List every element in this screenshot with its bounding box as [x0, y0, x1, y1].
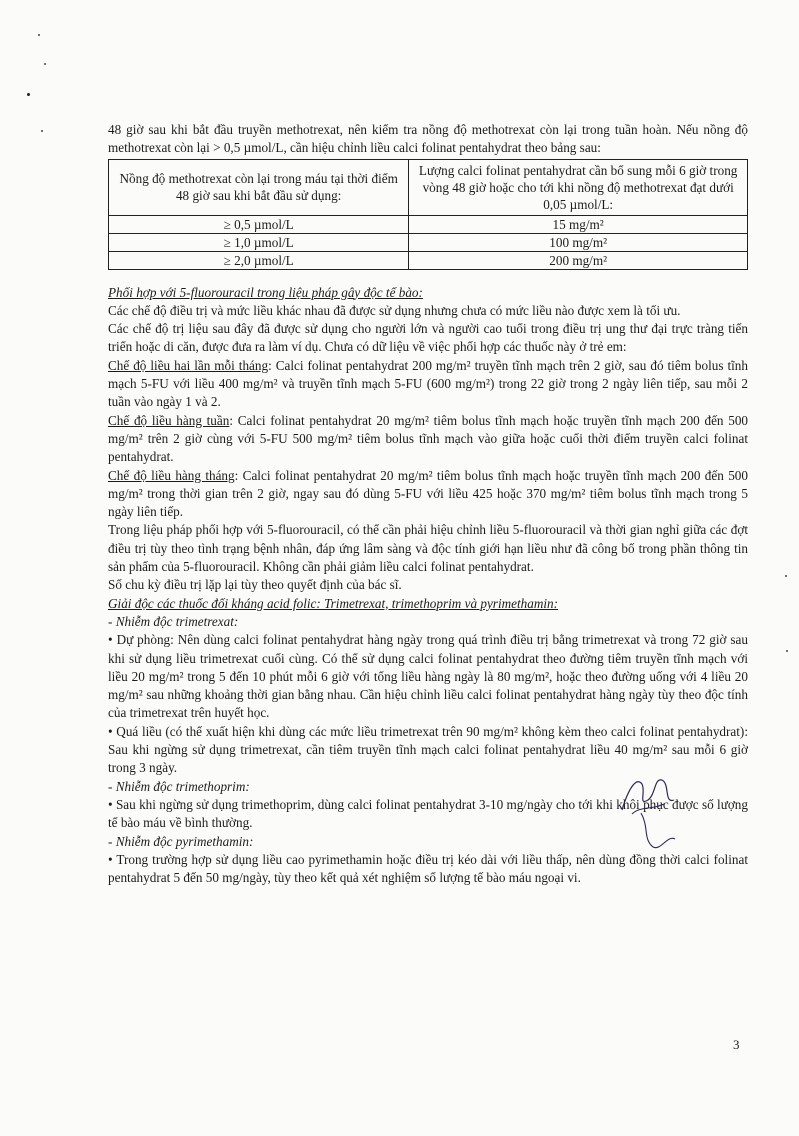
table-row — [109, 215, 748, 233]
scan-speck — [41, 130, 43, 132]
paragraph: Trong liệu pháp phối hợp với 5-fluorouracil, có thể cần phải hiệu chỉnh liều 5-fluorouracil và thời gian nghỉ giữa các đợt điều trị tùy theo tình trạng bệnh nhân, đáp ứng lâm sàng và độc tính giới hạn liều như đã công bố trong phần thông tin sản phẩm của 5-fluorouracil. Không cần phải giảm liều calci folinat pentahydrat. — [108, 522, 748, 575]
bullet-overdose: • Quá liều (có thể xuất hiện khi dùng các mức liều trimetrexat trên 90 mg/m² không kèm theo calci folinat pentahydrat): Sau khi ngừng sử dụng trimetrexat, cần tiêm truyền tĩnh mạch calci folinat pentahydrat liều 40 mg/m² sau mỗi 6 giờ trong 3 ngày. — [108, 723, 748, 776]
header-concentration: Nồng độ methotrexat còn lại trong máu tại thời điểm 48 giờ sau khi bắt đầu sử dụng: — [109, 159, 409, 215]
scan-speck — [785, 575, 787, 577]
paragraph: Số chu kỳ điều trị lặp lại tùy theo quyết định của bác sĩ. — [108, 577, 402, 593]
paragraph: Các chế độ điều trị và mức liều khác nhau đã được sử dụng nhưng chưa có mức liều nào được xem là tối ưu. — [108, 302, 681, 318]
cell-concentration: ≥ 1,0 µmol/L — [109, 233, 409, 251]
table-row — [109, 233, 748, 251]
cell-concentration: ≥ 0,5 µmol/L — [109, 215, 409, 233]
section-heading-antidote — [108, 595, 748, 613]
paragraph: Các chế độ trị liệu sau đây đã được sử dụng cho người lớn và người cao tuổi trong điều trị ung thư đại trực tràng tiến triển hoặc di căn, được đưa ra làm ví dụ. Chưa có dữ liệu về việc phối hợp các thuốc này ở trẻ em: — [108, 321, 748, 355]
table-row — [109, 251, 748, 269]
header-dose: Lượng calci folinat pentahydrat cần bổ sung mỗi 6 giờ trong vòng 48 giờ hoặc cho tới khi nồng độ methotrexat đạt dưới 0,05 µmol/L: — [409, 159, 748, 215]
cell-dose: 15 mg/m² — [409, 215, 748, 233]
regimen-label: Chế độ liều hàng tuần — [108, 412, 230, 428]
bullet-trimethoprim: • Sau khi ngừng sử dụng trimethoprim, dùng calci folinat pentahydrat 3-10 mg/ngày cho tới khi khôi phục được số lượng tế bào máu về bình thường. — [108, 796, 748, 831]
cell-concentration: ≥ 2,0 µmol/L — [109, 251, 409, 269]
scan-speck — [38, 34, 40, 36]
intro-paragraph: 48 giờ sau khi bắt đầu truyền methotrexat, nên kiểm tra nồng độ methotrexat còn lại trong tuần hoàn. Nếu nồng độ methotrexat còn lại > 0,5 µmol/L, cần hiệu chỉnh liều calci folinat pentahydrat theo bảng sau: — [108, 122, 748, 156]
scan-speck — [44, 63, 46, 65]
table-header-row — [109, 159, 748, 215]
regimen-biweekly — [108, 357, 748, 412]
bullet-pyrimethamin: • Trong trường hợp sử dụng liều cao pyrimethamin hoặc điều trị kéo dài với liều thấp, nên dùng đồng thời calci folinat pentahydrat 5 đến 50 mg/ngày, tùy theo kết quả xét nghiệm số lượng tế bào máu ngoại vi. — [108, 851, 748, 886]
subheading-trimetrexat: - Nhiễm độc trimetrexat: — [108, 613, 239, 629]
regimen-monthly — [108, 467, 748, 522]
subheading-trimethoprim: - Nhiễm độc trimethoprim: — [108, 778, 250, 794]
regimen-label: Chế độ liều hai lần mỗi tháng — [108, 357, 269, 373]
regimen-text: : Calci folinat pentahydrat 20 mg/m² tiêm bolus tĩnh mạch hoặc truyền tĩnh mạch 200 đến 500 mg/m² trong thời gian trên 2 giờ, ngay sau đó dùng 5-FU với liều 425 hoặc 370 mg/m² tiêm bolus tĩnh mạch trong 5 ngày liên tiếp. — [108, 467, 748, 520]
handwritten-signature — [635, 809, 685, 854]
cell-dose: 200 mg/m² — [409, 251, 748, 269]
bullet-prevention: • Dự phòng: Nên dùng calci folinat pentahydrat hàng ngày trong quá trình điều trị bằng trimetrexat và trong 72 giờ sau khi sử dụng liều trimetrexat cuối cùng. Có thể sử dụng calci folinat pentahydrat theo đường tiêm truyền tĩnh mạch với liều 20 mg/m² trong 5 đến 10 phút mỗi 6 giờ với tổng liều hàng ngày là 80 mg/m², hoặc theo đường uống với 4 liều 20 mg/m² sau những khoảng thời gian bằng nhau. Cần hiệu chỉnh liều calci folinat pentahydrat hàng ngày tùy theo độc tính của trimetrexat trên huyết học. — [108, 632, 748, 721]
section-heading-5fu — [108, 284, 748, 302]
regimen-label: Chế độ liều hàng tháng — [108, 467, 235, 483]
dose-adjustment-table — [108, 159, 748, 270]
scan-speck — [27, 93, 30, 96]
scan-speck — [786, 650, 788, 652]
regimen-text: : Calci folinat pentahydrat 20 mg/m² tiêm bolus tĩnh mạch hoặc truyền tĩnh mạch 200 đến 500 mg/m² trên 2 giờ cùng với 5-FU 500 mg/m² tiêm bolus tĩnh mạch vào giữa hoặc cuối thời điểm truyền calci folinat pentahydrat. — [108, 412, 749, 465]
section-heading-antidote-text: Giải độc các thuốc đối kháng acid folic: Trimetrexat, trimethoprim và pyrimethamin: — [108, 595, 559, 611]
page-number: 3 — [733, 1037, 740, 1052]
subheading-pyrimethamin: - Nhiễm độc pyrimethamin: — [108, 833, 254, 849]
section-heading-5fu-text: Phối hợp với 5-fluorouracil trong liệu pháp gây độc tế bào: — [108, 284, 423, 300]
regimen-weekly — [108, 412, 748, 467]
cell-dose: 100 mg/m² — [409, 233, 748, 251]
regimen-text: : Calci folinat pentahydrat 200 mg/m² truyền tĩnh mạch trên 2 giờ, sau đó tiêm bolus tĩnh mạch 5-FU với liều 400 mg/m² và truyền tĩnh mạch 5-FU (600 mg/m²) trong 22 giờ trong 2 ngày liên tiếp, sau mỗi 2 tuần vào ngày 1 và 2. — [108, 357, 748, 410]
